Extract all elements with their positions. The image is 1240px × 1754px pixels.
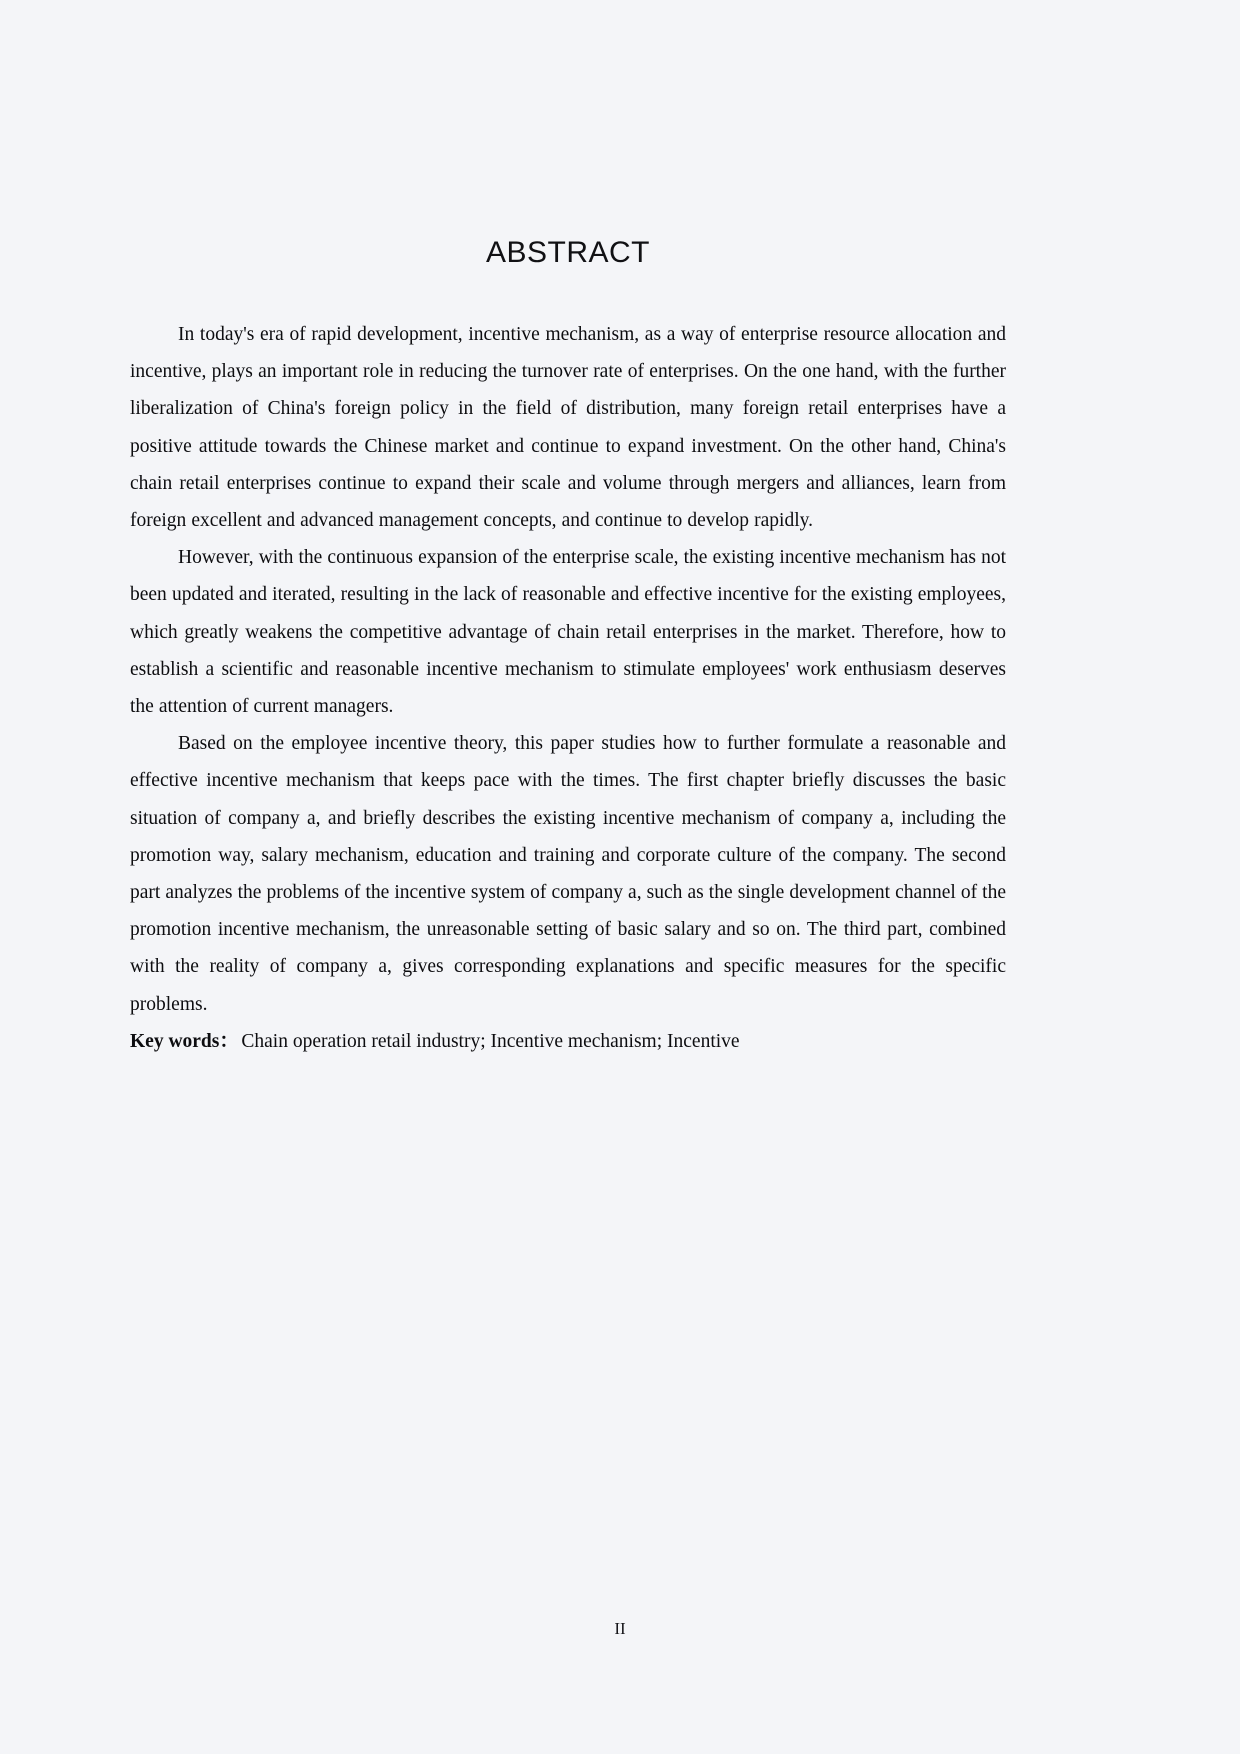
keywords-label: Key words [130,1030,220,1052]
page-content [130,0,1006,1060]
page-number: II [614,1619,626,1638]
abstract-paragraph-1: In today's era of rapid development, incentive mechanism, as a way of enterprise resource allocation and incentive, plays an important role in reducing the turnover rate of enterprises. On the one hand, with the further liberalization of China's foreign policy in the field of distribution, many foreign retail enterprises have a positive attitude towards the Chinese market and continue to expand investment. On the other hand, China's chain retail enterprises continue to expand their scale and volume through mergers and alliances, learn from foreign excellent and advanced management concepts, and continue to develop rapidly. [130,324,1006,532]
abstract-paragraph-2: However, with the continuous expansion of the enterprise scale, the existing incentive mechanism has not been updated and iterated, resulting in the lack of reasonable and effective incentive for the existing employees, which greatly weakens the competitive advantage of chain retail enterprises in the market. Therefore, how to establish a scientific and reasonable incentive mechanism to stimulate employees' work enthusiasm deserves the attention of current managers. [130,547,1006,718]
keywords-value: Chain operation retail industry; Incentive mechanism; Incentive [241,1030,740,1052]
abstract-paragraph-3: Based on the employee incentive theory, this paper studies how to further formulate a reasonable and effective incentive mechanism that keeps pace with the times. The first chapter briefly discusses the basic situation of company a, and briefly describes the existing incentive mechanism of company a, including the promotion way, salary mechanism, education and training and corporate culture of the company. The second part analyzes the problems of the incentive system of company a, such as the single development channel of the promotion incentive mechanism, the unreasonable setting of basic salary and so on. The third part, combined with the reality of company a, gives corresponding explanations and specific measures for the specific problems. [130,733,1006,1015]
abstract-body [130,316,1006,1060]
keywords-colon: ： [219,1030,240,1052]
page-title: ABSTRACT [485,236,651,269]
keywords-line [130,1023,1006,1060]
